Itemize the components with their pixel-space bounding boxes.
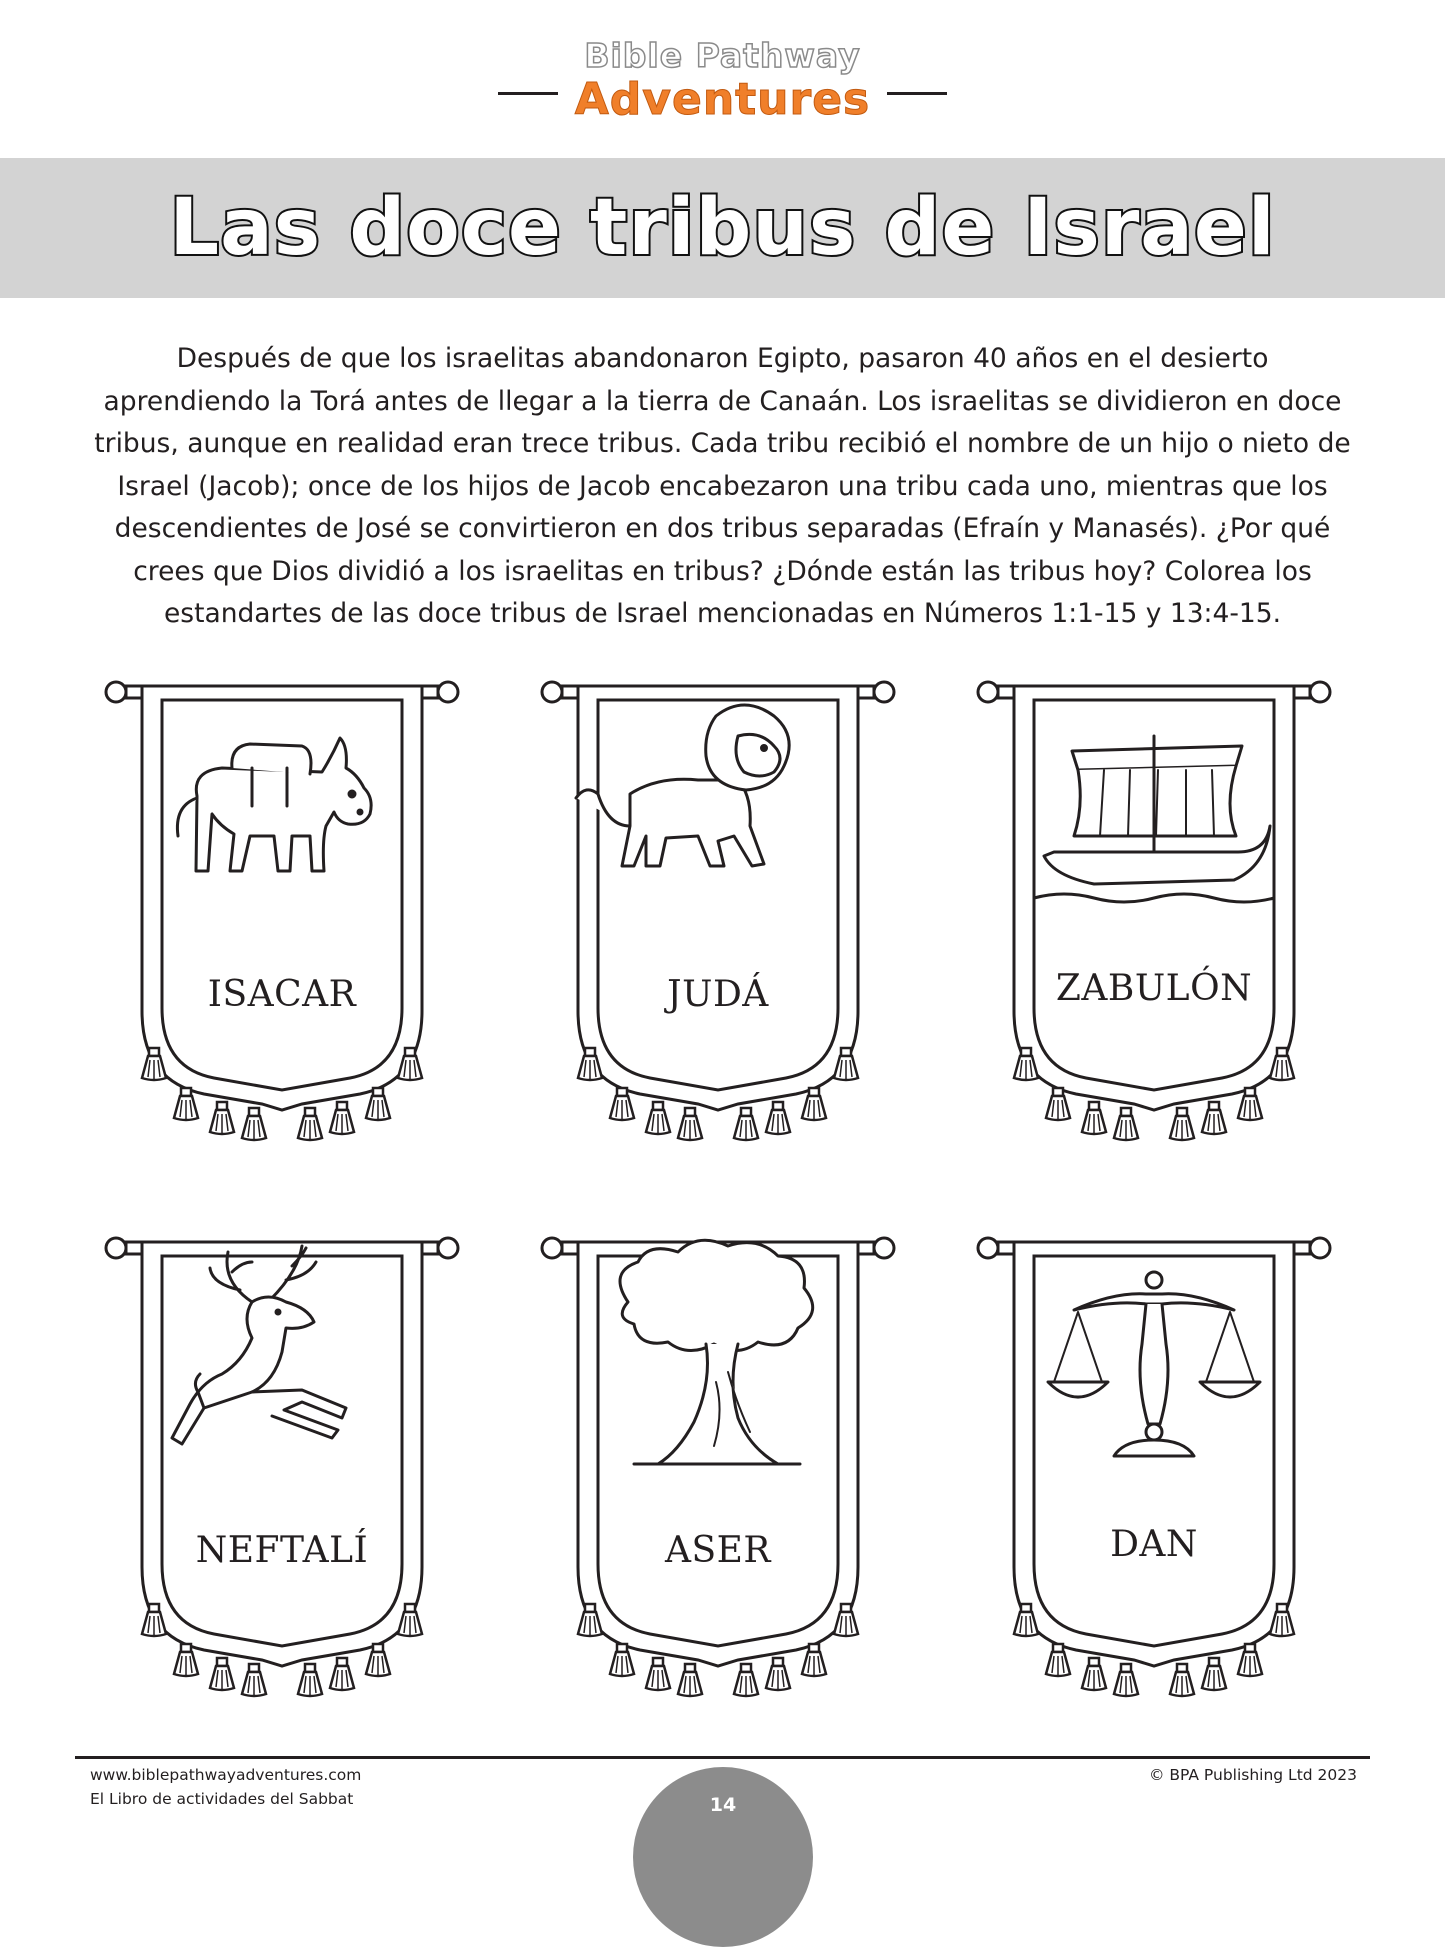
footer-divider [75, 1756, 1370, 1759]
intro-paragraph: Después de que los israelitas abandonaron Egipto, pasaron 40 años en el desierto aprendiendo la Torá antes de llegar a la tierra de Canaán. Los israelitas se dividieron en doce tribus, aunque en realidad eran trece tribus. Cada tribu recibió el nombre de un hijo o nieto de Israel (Jacob); once de los hijos de Jacob encabezaron una tribu cada uno, mientras que los descendientes de José se convirtieron en dos tribus separadas (Efraín y Manasés). ¿Por qué crees que Dios dividió a los israelitas en tribus? ¿Dónde están las tribus hoy? Colorea los estandartes de las doce tribus de Israel mencionadas en Números 1:1-15 y 13:4-15. [94, 343, 1351, 629]
footer-copyright: © BPA Publishing Ltd 2023 [1148, 1766, 1357, 1784]
banner-aser [538, 1232, 898, 1722]
banner-label: ASER [664, 1530, 772, 1571]
page-number: 14 [633, 1767, 813, 1947]
title-band [0, 158, 1445, 298]
logo-text-bottom: Adventures [574, 74, 871, 125]
banner-dan [974, 1232, 1334, 1722]
banner-isacar [102, 676, 462, 1166]
banner-label: NEFTALÍ [195, 1530, 369, 1571]
banner-label: ZABULÓN [1055, 968, 1253, 1009]
page-title: Las doce tribus de Israel [169, 183, 1276, 273]
banner-zabulon [974, 676, 1334, 1166]
logo-text-top: Bible Pathway [584, 36, 861, 75]
banner-label: ISACAR [207, 974, 357, 1015]
banner-label: JUDÁ [667, 974, 769, 1015]
banner-neftali [102, 1232, 462, 1722]
banner-label: DAN [1110, 1524, 1198, 1565]
banner-juda [538, 676, 898, 1166]
footer-book-title: El Libro de actividades del Sabbat [90, 1790, 354, 1808]
footer-website: www.biblepathwayadventures.com [90, 1766, 362, 1784]
